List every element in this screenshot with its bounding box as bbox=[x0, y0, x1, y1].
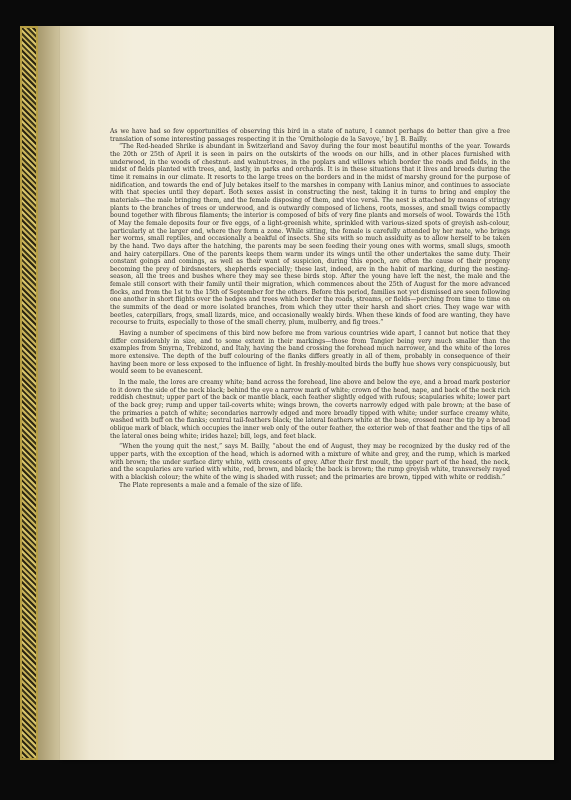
paragraph-young-description: “When the young quit the nest,” says M. Bailly, “about the end of August, they may be recognized by the dusky red of the upper parts, with the exception of the head, which is adorned with a mixture of white and grey, and the rump, which is marked with brown; the under surface dirty white, with crescents of grey. After their first moult, the upper part of the head, the neck, and the scapularies are varied with white, red, brown, and black; the back is brown; the rump greyish white, transversely rayed with a blackish colour; the white of the wing is shaded with russet; and the primaries are brown, tipped with white or reddish.” bbox=[110, 443, 510, 481]
decorative-border bbox=[20, 26, 38, 760]
paragraph-male-description: In the male, the lores are creamy white; band across the forehead, line above and below the eye, and a broad mark posterior to it down the side of the neck black; behind the eye a narrow mark of white; crown of the head, nape, and back of the neck rich reddish chestnut; upper part of the back or mantle black, each feather slightly edged with rufous; scapularies white; lower part of the back grey; rump and upper tail-coverts white; wings brown, the coverts narrowly edged with pale brown; at the base of the primaries a patch of white; secondaries narrowly edged and more broadly tipped with white; under surface creamy white, washed with buff on the flanks; central tail-feathers black; the lateral feathers white at the base, crossed near the tip by a broad oblique mark of black, which occupies the inner web only of the outer feather, the exterior web of that feather and the tips of all the lateral ones being white; irides hazel; bill, legs, and feet black. bbox=[110, 379, 510, 440]
paragraph-bailly-quote: “The Red-headed Shrike is abundant in Switzerland and Savoy during the four most beautiful months of the year. Towards the 20th or 25th of April it is seen in pairs on the outskirts of the woods on our hills, and in other places furnished with underwood, in the woods of chestnut- and walnut-trees, in the poplars and willows which border the roads and fields, in the midst of fields planted with trees, and, lastly, in parks and orchards. It is in these situations that it lives and breeds during the time it remains in our climate. It resorts to the large trees on the borders and in the midst of marshy ground for the purpose of nidification, and towards the end of July betakes itself to the marshes in company with Lanius minor, and continues to associate with that species until they depart. Both sexes assist in constructing the nest, taking it in turns to bring and employ the materials—the male bringing them, and the female disposing of them, and vice versâ. The nest is attached by means of stringy plants to the branches of trees or underwood, and is outwardly composed of lichens, roots, mosses, and small twigs compactly bound together with fibrous filaments; the interior is composed of bits of very fine plants and morsels of wool. Towards the 15th of May the female deposits four or five eggs, of a light-greenish white, sprinkled with various-sized spots of greyish ash-colour, particularly at the larger end, where they form a zone. While sitting, the female is carefully attended by her mate, who brings her worms, small reptiles, and occasionally a beakful of insects. She sits with so much assiduity as to allow herself to be taken by the hand. Two days after the hatching, the parents may be seen feeding their young ones with worms, small slugs, smooth and hairy caterpillars. One of the parents keeps them warm under its wings until the other undertakes the same duty. Their constant goings and comings, as well as their want of suspicion, during this epoch, are often the cause of their progeny becoming the prey of birdsnesters, shepherds especially; these last, indeed, are in the habit of marking, during the nesting-season, all the trees and bushes where they may see these birds stop. After the young have left the nest, the male and the female still consort with their family until their migration, which commences about the 25th of August for the more advanced flocks, and from the 1st to the 15th of September for the others. Before this period, families not yet dismissed are seen following one another in short flights over the hedges and trees which border the roads, streams, or fields—perching from time to time on the summits of the dead or more isolated branches, from which they utter their harsh and short cries. They wage war with beetles, caterpillars, frogs, small lizards, mice, and occasionally weakly birds. When these kinds of food are wanting, they have recourse to fruits, especially to those of the small cherry, plum, mulberry, and fig trees.” bbox=[110, 143, 510, 327]
paragraph-intro: As we have had so few opportunities of observing this bird in a state of nature, I cannot perhaps do better than give a free translation of some interesting passages respecting it in the ‘Ornithologie de la Savoye,’ by J. B. Bailly. bbox=[110, 128, 510, 143]
page-text bbox=[110, 128, 510, 489]
paragraph-specimens: Having a number of specimens of this bird now before me from various countries wide apart, I cannot but notice that they differ considerably in size, and to some extent in their markings—those from Tangier being very much smaller than the examples from Smyrna, Trebizond, and Italy, having the band crossing the forehead much narrower, and the white of the lores more extensive. The depth of the buff colouring of the flanks differs greatly in all of them, probably in consequence of their having been more or less exposed to the influence of light. In freshly-moulted birds the buffy hue shows very conspicuously, but would seem to be evanescent. bbox=[110, 330, 510, 376]
paragraph-plate-note: The Plate represents a male and a female of the size of life. bbox=[119, 481, 303, 489]
